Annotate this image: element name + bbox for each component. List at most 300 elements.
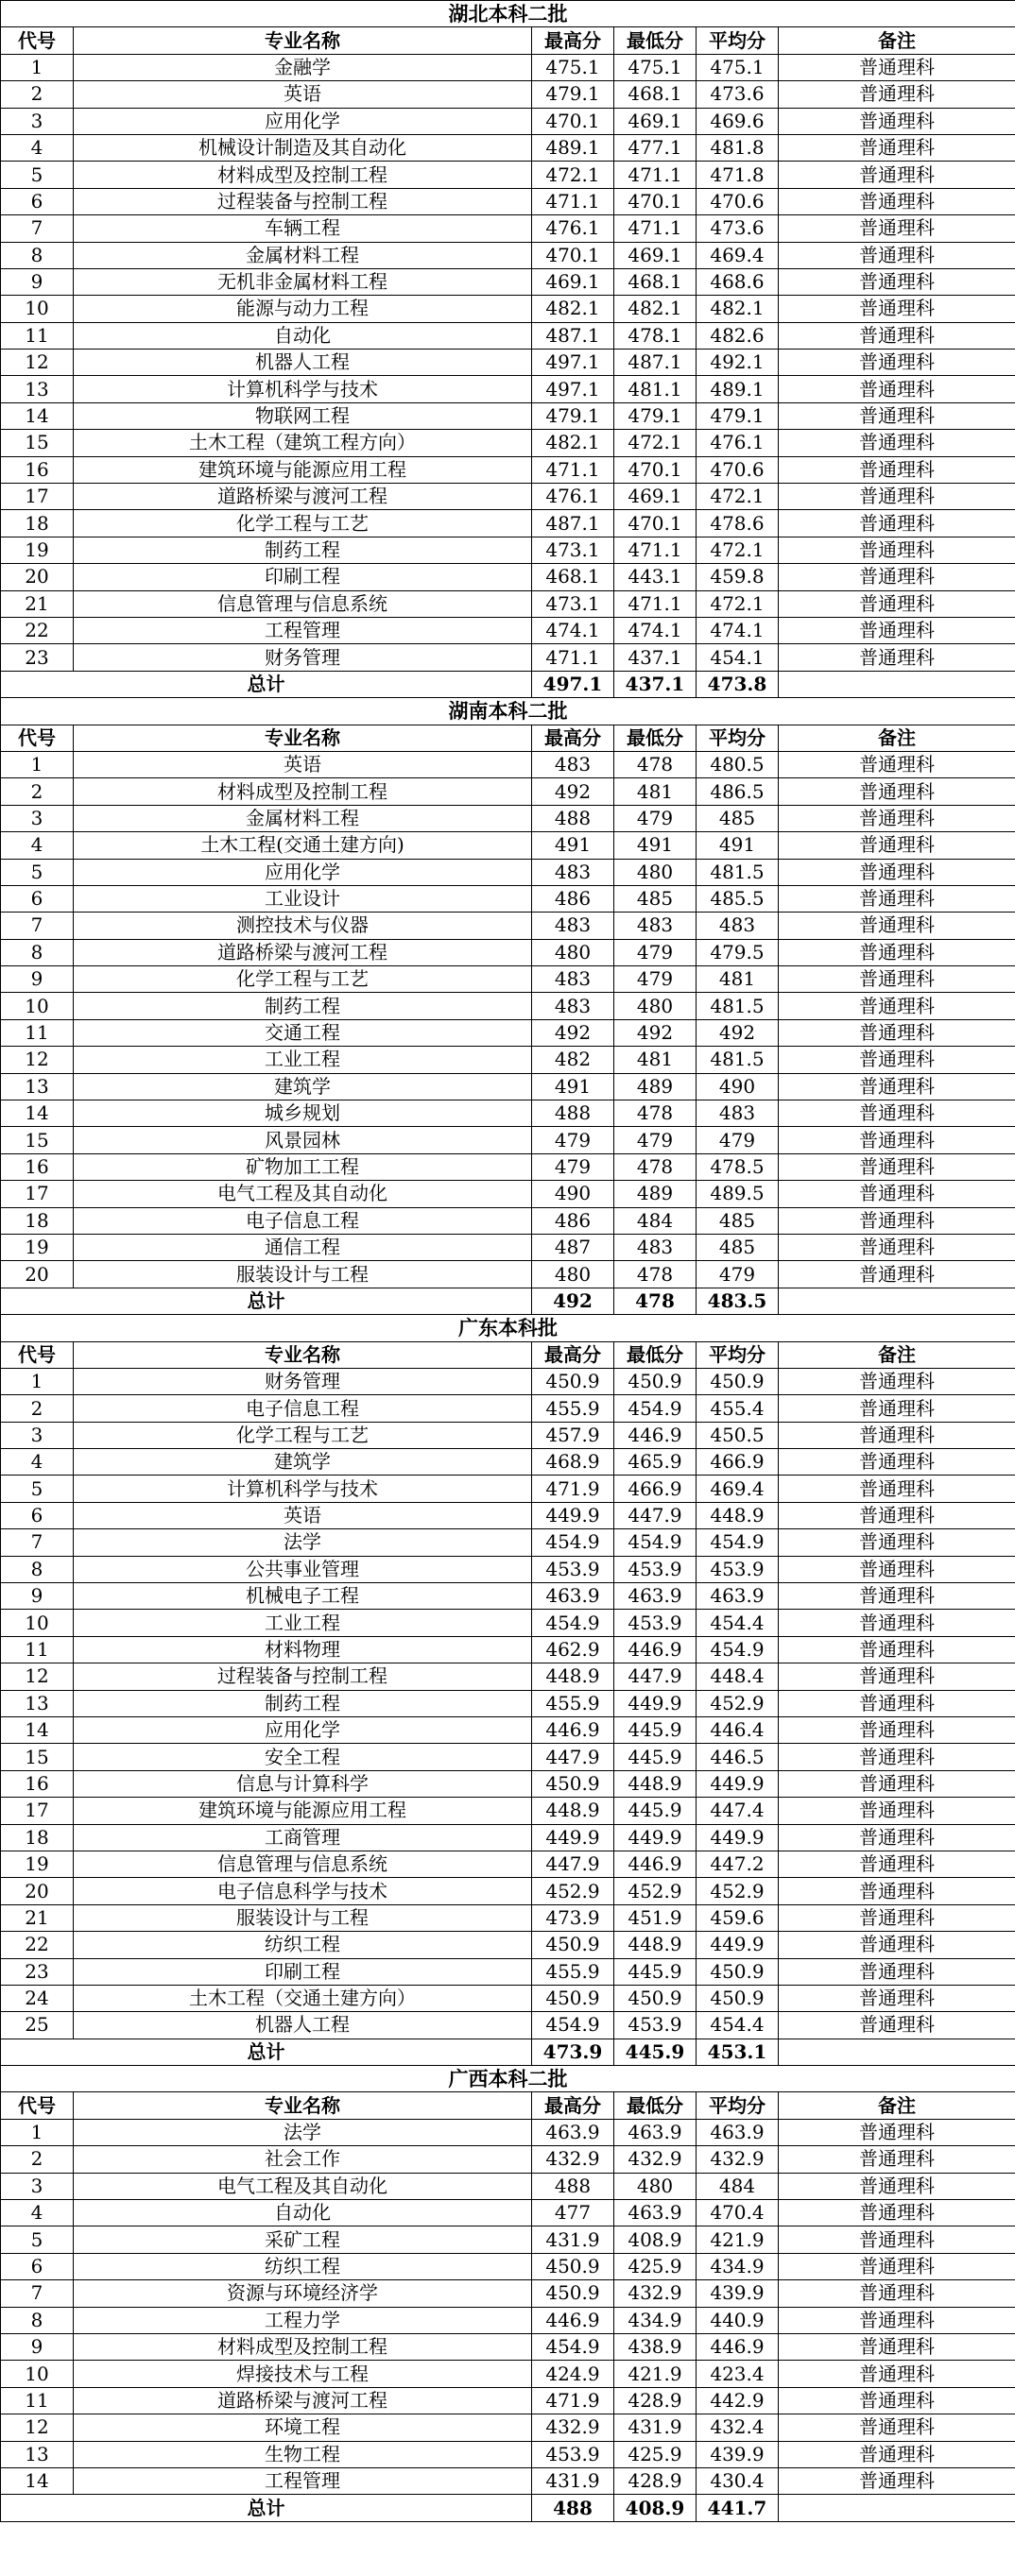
cell-avg: 492 bbox=[697, 1019, 779, 1046]
cell-max: 470.1 bbox=[532, 242, 614, 268]
cell-code: 10 bbox=[1, 1610, 74, 1636]
cell-name: 制药工程 bbox=[74, 993, 532, 1019]
cell-code: 13 bbox=[1, 376, 74, 402]
cell-name: 金属材料工程 bbox=[74, 242, 532, 268]
cell-max: 473.1 bbox=[532, 537, 614, 563]
cell-code: 18 bbox=[1, 1824, 74, 1851]
cell-name: 机械电子工程 bbox=[74, 1583, 532, 1610]
cell-note: 普通理科 bbox=[779, 751, 1015, 777]
cell-min: 477.1 bbox=[614, 134, 697, 161]
cell-name: 机器人工程 bbox=[74, 350, 532, 376]
cell-code: 6 bbox=[1, 1502, 74, 1528]
column-header: 最高分 bbox=[532, 725, 614, 751]
cell-avg: 459.6 bbox=[697, 1904, 779, 1931]
cell-name: 测控技术与仪器 bbox=[74, 913, 532, 939]
table-row bbox=[1, 1770, 1015, 1797]
column-header: 平均分 bbox=[697, 725, 779, 751]
cell-avg: 442.9 bbox=[697, 2387, 779, 2414]
section-title-row bbox=[1, 698, 1015, 725]
cell-name: 英语 bbox=[74, 1502, 532, 1528]
cell-name: 工商管理 bbox=[74, 1824, 532, 1851]
column-header: 备注 bbox=[779, 1341, 1015, 1368]
total-min: 437.1 bbox=[614, 671, 697, 697]
cell-name: 通信工程 bbox=[74, 1234, 532, 1260]
cell-code: 16 bbox=[1, 456, 74, 483]
cell-avg: 421.9 bbox=[697, 2226, 779, 2253]
table-row bbox=[1, 1717, 1015, 1744]
table-row bbox=[1, 564, 1015, 590]
cell-code: 14 bbox=[1, 1717, 74, 1744]
cell-code: 3 bbox=[1, 1422, 74, 1448]
total-avg: 473.8 bbox=[697, 671, 779, 697]
table-row bbox=[1, 268, 1015, 295]
table-row bbox=[1, 242, 1015, 268]
cell-note: 普通理科 bbox=[779, 54, 1015, 80]
cell-min: 470.1 bbox=[614, 510, 697, 537]
cell-code: 21 bbox=[1, 1904, 74, 1931]
column-header: 最低分 bbox=[614, 1341, 697, 1368]
cell-name: 信息与计算科学 bbox=[74, 1770, 532, 1797]
cell-max: 431.9 bbox=[532, 2467, 614, 2494]
table-row bbox=[1, 832, 1015, 859]
cell-name: 机器人工程 bbox=[74, 2012, 532, 2039]
cell-avg: 472.1 bbox=[697, 484, 779, 510]
cell-max: 455.9 bbox=[532, 1690, 614, 1716]
column-header: 最低分 bbox=[614, 725, 697, 751]
table-row bbox=[1, 1663, 1015, 1690]
cell-code: 5 bbox=[1, 1476, 74, 1502]
cell-name: 过程装备与控制工程 bbox=[74, 1663, 532, 1690]
cell-name: 城乡规划 bbox=[74, 1100, 532, 1127]
cell-min: 445.9 bbox=[614, 1717, 697, 1744]
cell-min: 485 bbox=[614, 885, 697, 912]
column-header: 专业名称 bbox=[74, 27, 532, 54]
cell-name: 过程装备与控制工程 bbox=[74, 188, 532, 214]
cell-avg: 489.1 bbox=[697, 376, 779, 402]
cell-name: 生物工程 bbox=[74, 2441, 532, 2467]
cell-note: 普通理科 bbox=[779, 2253, 1015, 2279]
cell-name: 电子信息工程 bbox=[74, 1395, 532, 1422]
cell-code: 4 bbox=[1, 2200, 74, 2226]
cell-code: 13 bbox=[1, 2441, 74, 2467]
cell-name: 能源与动力工程 bbox=[74, 296, 532, 322]
cell-max: 492 bbox=[532, 778, 614, 805]
cell-note: 普通理科 bbox=[779, 1476, 1015, 1502]
cell-max: 483 bbox=[532, 751, 614, 777]
cell-avg: 481.5 bbox=[697, 993, 779, 1019]
cell-avg: 481.8 bbox=[697, 134, 779, 161]
cell-note: 普通理科 bbox=[779, 590, 1015, 617]
cell-name: 环境工程 bbox=[74, 2414, 532, 2441]
cell-avg: 449.9 bbox=[697, 1770, 779, 1797]
cell-min: 483 bbox=[614, 1234, 697, 1260]
cell-note: 普通理科 bbox=[779, 1181, 1015, 1207]
cell-note: 普通理科 bbox=[779, 2119, 1015, 2145]
cell-note: 普通理科 bbox=[779, 1717, 1015, 1744]
column-header: 最低分 bbox=[614, 2092, 697, 2119]
cell-max: 449.9 bbox=[532, 1502, 614, 1528]
cell-code: 5 bbox=[1, 859, 74, 885]
cell-avg: 455.4 bbox=[697, 1395, 779, 1422]
cell-min: 478 bbox=[614, 1153, 697, 1180]
cell-min: 481 bbox=[614, 1047, 697, 1073]
cell-code: 16 bbox=[1, 1770, 74, 1797]
cell-avg: 478.6 bbox=[697, 510, 779, 537]
cell-avg: 452.9 bbox=[697, 1878, 779, 1904]
cell-note: 普通理科 bbox=[779, 1770, 1015, 1797]
cell-code: 4 bbox=[1, 1449, 74, 1476]
cell-note: 普通理科 bbox=[779, 1019, 1015, 1046]
cell-name: 无机非金属材料工程 bbox=[74, 268, 532, 295]
cell-avg: 482.6 bbox=[697, 322, 779, 349]
cell-max: 469.1 bbox=[532, 268, 614, 295]
cell-max: 479.1 bbox=[532, 402, 614, 429]
cell-note: 普通理科 bbox=[779, 1073, 1015, 1100]
cell-code: 16 bbox=[1, 1153, 74, 1180]
cell-name: 工业设计 bbox=[74, 885, 532, 912]
column-header: 备注 bbox=[779, 725, 1015, 751]
cell-name: 制药工程 bbox=[74, 537, 532, 563]
cell-code: 18 bbox=[1, 1207, 74, 1234]
cell-note: 普通理科 bbox=[779, 108, 1015, 134]
table-row bbox=[1, 2467, 1015, 2494]
cell-min: 421.9 bbox=[614, 2361, 697, 2387]
cell-avg: 479.1 bbox=[697, 402, 779, 429]
cell-name: 电气工程及其自动化 bbox=[74, 1181, 532, 1207]
column-header: 代号 bbox=[1, 1341, 74, 1368]
cell-code: 17 bbox=[1, 484, 74, 510]
cell-max: 490 bbox=[532, 1181, 614, 1207]
cell-code: 20 bbox=[1, 1878, 74, 1904]
cell-min: 453.9 bbox=[614, 2012, 697, 2039]
cell-note: 普通理科 bbox=[779, 1153, 1015, 1180]
cell-min: 425.9 bbox=[614, 2441, 697, 2467]
cell-max: 491 bbox=[532, 832, 614, 859]
column-header: 最高分 bbox=[532, 1341, 614, 1368]
cell-code: 2 bbox=[1, 2146, 74, 2173]
cell-min: 428.9 bbox=[614, 2467, 697, 2494]
cell-min: 450.9 bbox=[614, 1368, 697, 1394]
column-header: 代号 bbox=[1, 725, 74, 751]
cell-min: 471.1 bbox=[614, 537, 697, 563]
cell-note: 普通理科 bbox=[779, 1556, 1015, 1582]
cell-max: 432.9 bbox=[532, 2146, 614, 2173]
cell-name: 信息管理与信息系统 bbox=[74, 1851, 532, 1877]
cell-max: 450.9 bbox=[532, 1985, 614, 2011]
cell-min: 478 bbox=[614, 1261, 697, 1288]
cell-avg: 482.1 bbox=[697, 296, 779, 322]
total-avg: 453.1 bbox=[697, 2039, 779, 2065]
table-row bbox=[1, 1153, 1015, 1180]
table-row bbox=[1, 2280, 1015, 2307]
cell-max: 491 bbox=[532, 1073, 614, 1100]
cell-max: 487.1 bbox=[532, 510, 614, 537]
table-row bbox=[1, 1529, 1015, 1556]
cell-avg: 486.5 bbox=[697, 778, 779, 805]
cell-name: 财务管理 bbox=[74, 1368, 532, 1394]
cell-avg: 470.4 bbox=[697, 2200, 779, 2226]
table-row bbox=[1, 1610, 1015, 1636]
table-row bbox=[1, 1127, 1015, 1153]
table-row bbox=[1, 2441, 1015, 2467]
cell-avg: 430.4 bbox=[697, 2467, 779, 2494]
cell-min: 445.9 bbox=[614, 1958, 697, 1985]
cell-code: 1 bbox=[1, 1368, 74, 1394]
cell-max: 471.1 bbox=[532, 188, 614, 214]
cell-max: 488 bbox=[532, 805, 614, 831]
cell-note: 普通理科 bbox=[779, 162, 1015, 188]
cell-note: 普通理科 bbox=[779, 832, 1015, 859]
cell-name: 物联网工程 bbox=[74, 402, 532, 429]
cell-max: 471.1 bbox=[532, 644, 614, 671]
cell-avg: 476.1 bbox=[697, 430, 779, 456]
table-row bbox=[1, 537, 1015, 563]
cell-max: 450.9 bbox=[532, 1932, 614, 1958]
total-label: 总计 bbox=[1, 2495, 532, 2521]
header-row bbox=[1, 27, 1015, 54]
cell-max: 450.9 bbox=[532, 2280, 614, 2307]
total-max: 497.1 bbox=[532, 671, 614, 697]
cell-note: 普通理科 bbox=[779, 1368, 1015, 1394]
table-row bbox=[1, 484, 1015, 510]
cell-avg: 481 bbox=[697, 966, 779, 993]
cell-note: 普通理科 bbox=[779, 2307, 1015, 2333]
table-row bbox=[1, 2200, 1015, 2226]
cell-note: 普通理科 bbox=[779, 322, 1015, 349]
column-header: 专业名称 bbox=[74, 1341, 532, 1368]
cell-name: 矿物加工工程 bbox=[74, 1153, 532, 1180]
cell-min: 408.9 bbox=[614, 2226, 697, 2253]
section-title: 广东本科批 bbox=[1, 1315, 1015, 1341]
cell-note: 普通理科 bbox=[779, 2467, 1015, 2494]
column-header: 备注 bbox=[779, 2092, 1015, 2119]
cell-code: 5 bbox=[1, 2226, 74, 2253]
total-min: 408.9 bbox=[614, 2495, 697, 2521]
table-row bbox=[1, 215, 1015, 242]
cell-note: 普通理科 bbox=[779, 296, 1015, 322]
cell-name: 建筑环境与能源应用工程 bbox=[74, 1798, 532, 1824]
cell-min: 479 bbox=[614, 805, 697, 831]
cell-avg: 481.5 bbox=[697, 859, 779, 885]
cell-min: 452.9 bbox=[614, 1878, 697, 1904]
cell-code: 24 bbox=[1, 1985, 74, 2011]
cell-avg: 470.6 bbox=[697, 456, 779, 483]
cell-name: 建筑学 bbox=[74, 1073, 532, 1100]
cell-min: 447.9 bbox=[614, 1663, 697, 1690]
cell-name: 建筑学 bbox=[74, 1449, 532, 1476]
cell-note: 普通理科 bbox=[779, 1690, 1015, 1716]
cell-note: 普通理科 bbox=[779, 81, 1015, 108]
cell-note: 普通理科 bbox=[779, 1985, 1015, 2011]
cell-code: 6 bbox=[1, 885, 74, 912]
cell-max: 447.9 bbox=[532, 1744, 614, 1770]
table-row bbox=[1, 1234, 1015, 1260]
cell-note: 普通理科 bbox=[779, 1395, 1015, 1422]
total-max: 492 bbox=[532, 1288, 614, 1314]
table-row bbox=[1, 1449, 1015, 1476]
cell-name: 工程管理 bbox=[74, 617, 532, 643]
cell-max: 454.9 bbox=[532, 1610, 614, 1636]
cell-min: 492 bbox=[614, 1019, 697, 1046]
cell-max: 497.1 bbox=[532, 376, 614, 402]
cell-note: 普通理科 bbox=[779, 1100, 1015, 1127]
cell-max: 457.9 bbox=[532, 1422, 614, 1448]
column-header: 最高分 bbox=[532, 27, 614, 54]
total-label: 总计 bbox=[1, 2039, 532, 2065]
cell-max: 486 bbox=[532, 1207, 614, 1234]
cell-max: 472.1 bbox=[532, 162, 614, 188]
cell-note: 普通理科 bbox=[779, 2414, 1015, 2441]
cell-min: 463.9 bbox=[614, 1583, 697, 1610]
cell-max: 477 bbox=[532, 2200, 614, 2226]
cell-avg: 491 bbox=[697, 832, 779, 859]
cell-name: 道路桥梁与渡河工程 bbox=[74, 484, 532, 510]
table-row bbox=[1, 644, 1015, 671]
table-row bbox=[1, 966, 1015, 993]
cell-avg: 432.4 bbox=[697, 2414, 779, 2441]
cell-max: 479 bbox=[532, 1153, 614, 1180]
cell-code: 2 bbox=[1, 81, 74, 108]
cell-name: 材料成型及控制工程 bbox=[74, 778, 532, 805]
cell-max: 473.1 bbox=[532, 590, 614, 617]
cell-min: 482.1 bbox=[614, 296, 697, 322]
cell-max: 455.9 bbox=[532, 1395, 614, 1422]
cell-avg: 481.5 bbox=[697, 1047, 779, 1073]
cell-note: 普通理科 bbox=[779, 2226, 1015, 2253]
table-row bbox=[1, 1395, 1015, 1422]
cell-max: 479 bbox=[532, 1127, 614, 1153]
cell-code: 7 bbox=[1, 2280, 74, 2307]
table-row bbox=[1, 2012, 1015, 2039]
cell-code: 22 bbox=[1, 1932, 74, 1958]
cell-avg: 475.1 bbox=[697, 54, 779, 80]
table-row bbox=[1, 1368, 1015, 1394]
cell-avg: 483 bbox=[697, 1100, 779, 1127]
cell-note: 普通理科 bbox=[779, 510, 1015, 537]
cell-note: 普通理科 bbox=[779, 268, 1015, 295]
cell-min: 489 bbox=[614, 1181, 697, 1207]
cell-note: 普通理科 bbox=[779, 2333, 1015, 2360]
cell-max: 454.9 bbox=[532, 1529, 614, 1556]
cell-min: 479 bbox=[614, 1127, 697, 1153]
cell-name: 建筑环境与能源应用工程 bbox=[74, 456, 532, 483]
cell-note: 普通理科 bbox=[779, 134, 1015, 161]
cell-min: 471.1 bbox=[614, 162, 697, 188]
cell-avg: 447.2 bbox=[697, 1851, 779, 1877]
cell-code: 17 bbox=[1, 1181, 74, 1207]
header-row bbox=[1, 1341, 1015, 1368]
table-row bbox=[1, 134, 1015, 161]
cell-note: 普通理科 bbox=[779, 1261, 1015, 1288]
cell-min: 446.9 bbox=[614, 1851, 697, 1877]
cell-max: 450.9 bbox=[532, 1368, 614, 1394]
column-header: 备注 bbox=[779, 27, 1015, 54]
cell-avg: 446.4 bbox=[697, 1717, 779, 1744]
cell-max: 480 bbox=[532, 1261, 614, 1288]
total-row bbox=[1, 671, 1015, 697]
cell-name: 信息管理与信息系统 bbox=[74, 590, 532, 617]
cell-code: 23 bbox=[1, 1958, 74, 1985]
cell-code: 10 bbox=[1, 993, 74, 1019]
cell-min: 437.1 bbox=[614, 644, 697, 671]
table-row bbox=[1, 2333, 1015, 2360]
cell-min: 479 bbox=[614, 939, 697, 965]
cell-name: 印刷工程 bbox=[74, 564, 532, 590]
cell-min: 449.9 bbox=[614, 1824, 697, 1851]
cell-max: 448.9 bbox=[532, 1798, 614, 1824]
cell-max: 450.9 bbox=[532, 1770, 614, 1797]
cell-name: 工程管理 bbox=[74, 2467, 532, 2494]
table-row bbox=[1, 1958, 1015, 1985]
total-label: 总计 bbox=[1, 671, 532, 697]
cell-min: 468.1 bbox=[614, 81, 697, 108]
table-row bbox=[1, 1851, 1015, 1877]
cell-code: 7 bbox=[1, 1529, 74, 1556]
cell-min: 434.9 bbox=[614, 2307, 697, 2333]
cell-max: 488 bbox=[532, 1100, 614, 1127]
cell-name: 法学 bbox=[74, 2119, 532, 2145]
cell-code: 14 bbox=[1, 2467, 74, 2494]
cell-min: 445.9 bbox=[614, 1798, 697, 1824]
cell-code: 15 bbox=[1, 1744, 74, 1770]
cell-code: 15 bbox=[1, 430, 74, 456]
cell-avg: 454.9 bbox=[697, 1636, 779, 1663]
cell-avg: 454.9 bbox=[697, 1529, 779, 1556]
cell-name: 道路桥梁与渡河工程 bbox=[74, 939, 532, 965]
cell-min: 438.9 bbox=[614, 2333, 697, 2360]
table-row bbox=[1, 54, 1015, 80]
cell-max: 483 bbox=[532, 913, 614, 939]
cell-code: 22 bbox=[1, 617, 74, 643]
cell-note: 普通理科 bbox=[779, 456, 1015, 483]
cell-note: 普通理科 bbox=[779, 1529, 1015, 1556]
cell-code: 20 bbox=[1, 564, 74, 590]
cell-note: 普通理科 bbox=[779, 1958, 1015, 1985]
section-title-row bbox=[1, 1, 1015, 27]
cell-min: 478 bbox=[614, 1100, 697, 1127]
cell-min: 448.9 bbox=[614, 1932, 697, 1958]
table-row bbox=[1, 1798, 1015, 1824]
cell-code: 11 bbox=[1, 1636, 74, 1663]
cell-name: 应用化学 bbox=[74, 108, 532, 134]
cell-max: 483 bbox=[532, 859, 614, 885]
cell-code: 13 bbox=[1, 1690, 74, 1716]
cell-note: 普通理科 bbox=[779, 215, 1015, 242]
cell-avg: 448.9 bbox=[697, 1502, 779, 1528]
cell-max: 488 bbox=[532, 2173, 614, 2199]
cell-code: 19 bbox=[1, 537, 74, 563]
cell-name: 土木工程(交通土建方向) bbox=[74, 832, 532, 859]
total-note bbox=[779, 2495, 1015, 2521]
cell-note: 普通理科 bbox=[779, 993, 1015, 1019]
cell-note: 普通理科 bbox=[779, 430, 1015, 456]
cell-name: 风景园林 bbox=[74, 1127, 532, 1153]
cell-max: 479.1 bbox=[532, 81, 614, 108]
cell-name: 自动化 bbox=[74, 2200, 532, 2226]
cell-code: 8 bbox=[1, 939, 74, 965]
cell-note: 普通理科 bbox=[779, 859, 1015, 885]
cell-code: 11 bbox=[1, 2387, 74, 2414]
cell-name: 交通工程 bbox=[74, 1019, 532, 1046]
total-max: 473.9 bbox=[532, 2039, 614, 2065]
table-row bbox=[1, 2173, 1015, 2199]
cell-max: 463.9 bbox=[532, 1583, 614, 1610]
cell-note: 普通理科 bbox=[779, 1502, 1015, 1528]
cell-note: 普通理科 bbox=[779, 617, 1015, 643]
cell-min: 450.9 bbox=[614, 1985, 697, 2011]
cell-name: 化学工程与工艺 bbox=[74, 966, 532, 993]
cell-avg: 449.9 bbox=[697, 1932, 779, 1958]
